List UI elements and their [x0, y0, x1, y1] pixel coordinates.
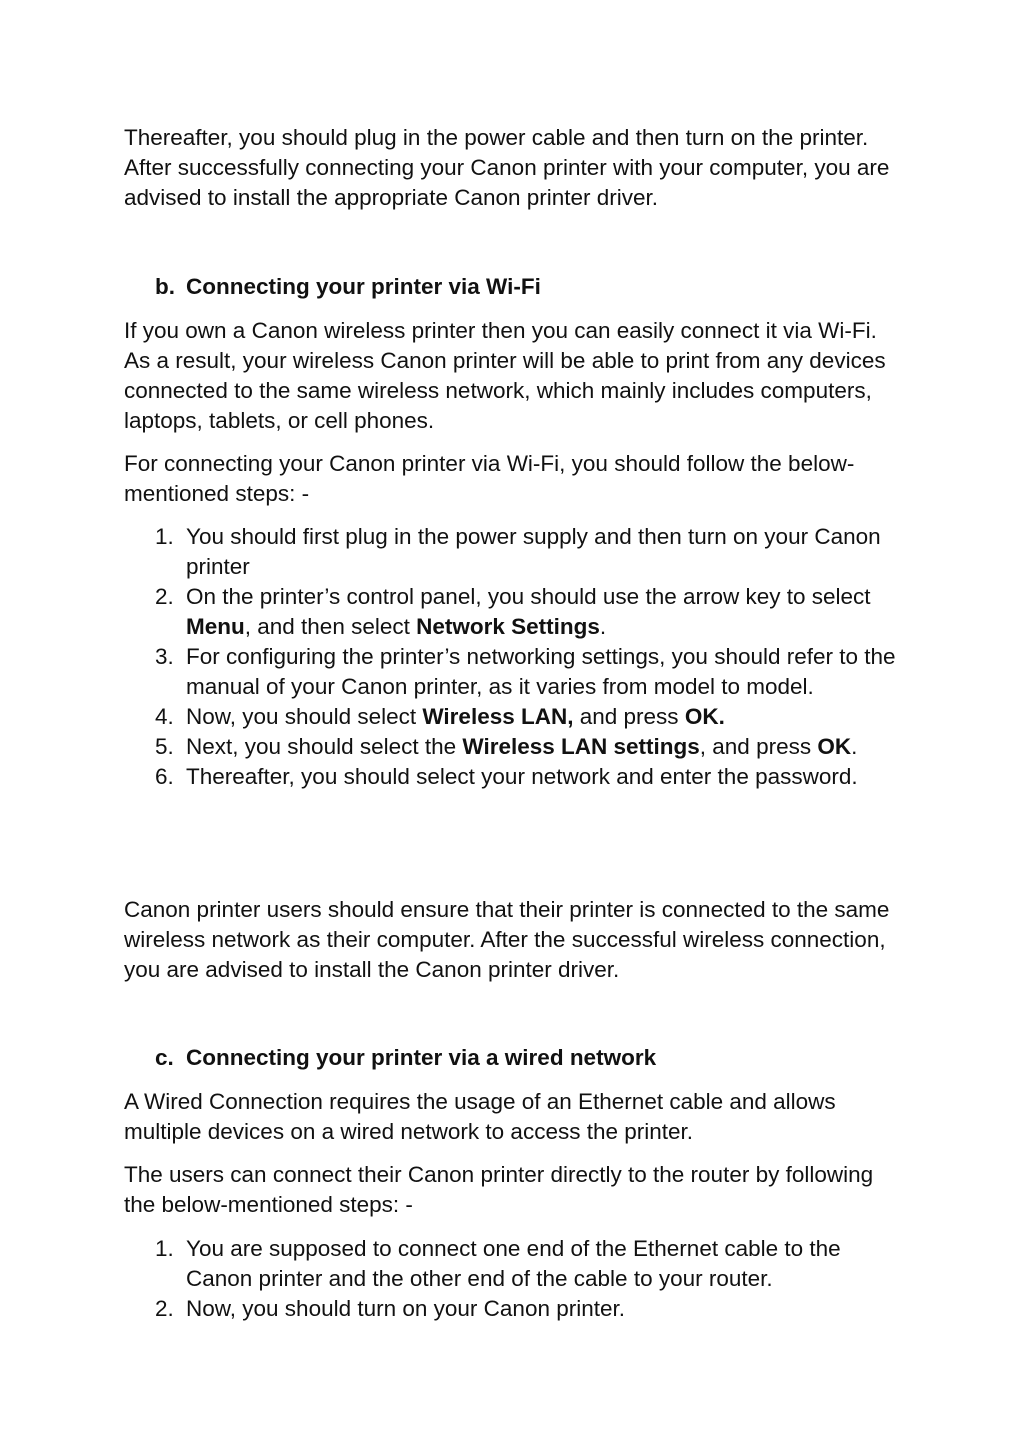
list-item	[124, 1294, 904, 1324]
list-item-text: Next, you should select the	[186, 734, 463, 759]
list-item-text: For configuring the printer’s networking settings, you should refer to the manual of your Canon printer, as it varies from model to model.	[186, 644, 896, 699]
section-b-closing-paragraph: Canon printer users should ensure that their printer is connected to the same wireless network as their computer. After the successful wireless connection, you are advised to install the Canon printer driver.	[124, 897, 890, 982]
list-item-number: 1.	[155, 1236, 174, 1261]
section-c-steps-list	[124, 1234, 904, 1324]
list-item-number: 3.	[155, 644, 174, 669]
list-item-bold-text: Wireless LAN,	[422, 704, 574, 729]
list-item	[124, 1234, 904, 1294]
list-item-text: .	[851, 734, 858, 759]
list-item-bold-text: Menu	[186, 614, 245, 639]
list-item	[124, 642, 904, 702]
section-b-title: Connecting your printer via Wi-Fi	[186, 274, 541, 299]
list-item	[124, 762, 904, 792]
list-item-number: 5.	[155, 734, 174, 759]
list-item-text: .	[599, 614, 607, 639]
section-b-paragraph-1: If you own a Canon wireless printer then you can easily connect it via Wi-Fi. As a result, your wireless Canon printer will be able to print from any devices connected to the same wireless network, which mainly includes computers, laptops, tablets, or cell phones.	[124, 318, 886, 433]
list-item-text: On the printer’s control panel, you should use the arrow key to select	[186, 584, 871, 609]
section-c-paragraph-2: The users can connect their Canon printer directly to the router by following the below-mentioned steps: -	[124, 1162, 874, 1217]
list-item-text: You should first plug in the power supply and then turn on your Canon printer	[186, 524, 881, 579]
list-item-bold-text: Wireless LAN settings	[462, 734, 700, 759]
section-c-marker: c.	[155, 1045, 174, 1070]
list-item-number: 6.	[155, 764, 174, 789]
section-b-marker: b.	[155, 274, 175, 299]
intro-paragraph: Thereafter, you should plug in the power cable and then turn on the printer. After successfully connecting your Canon printer with your computer, you are advised to install the appropriate Canon printer driver.	[124, 125, 890, 210]
list-item-number: 2.	[155, 584, 174, 609]
list-item-text: You are supposed to connect one end of the Ethernet cable to the Canon printer and the other end of the cable to your router.	[186, 1236, 841, 1291]
list-item-number: 4.	[155, 704, 174, 729]
section-b-steps-list	[124, 522, 904, 792]
list-item-number: 2.	[155, 1296, 174, 1321]
list-item-text: , and press	[699, 734, 818, 759]
list-item-text: Thereafter, you should select your network and enter the password.	[186, 764, 858, 789]
list-item-text: Now, you should turn on your Canon printer.	[186, 1296, 626, 1321]
list-item-number: 1.	[155, 524, 174, 549]
list-item-text: Now, you should select	[186, 704, 423, 729]
list-item	[124, 702, 904, 732]
list-item-text: , and then select	[244, 614, 417, 639]
list-item-bold-text: OK.	[684, 704, 725, 729]
section-c-paragraph-1: A Wired Connection requires the usage of an Ethernet cable and allows multiple devices on a wired network to access the printer.	[124, 1089, 836, 1144]
list-item	[124, 582, 904, 642]
section-c-title: Connecting your printer via a wired network	[186, 1045, 657, 1070]
section-b-paragraph-2: For connecting your Canon printer via Wi-Fi, you should follow the below-mentioned steps: -	[124, 451, 855, 506]
list-item-text: and press	[573, 704, 685, 729]
list-item	[124, 522, 904, 582]
list-item-bold-text: OK	[817, 734, 852, 759]
list-item	[124, 732, 904, 762]
list-item-bold-text: Network Settings	[416, 614, 600, 639]
